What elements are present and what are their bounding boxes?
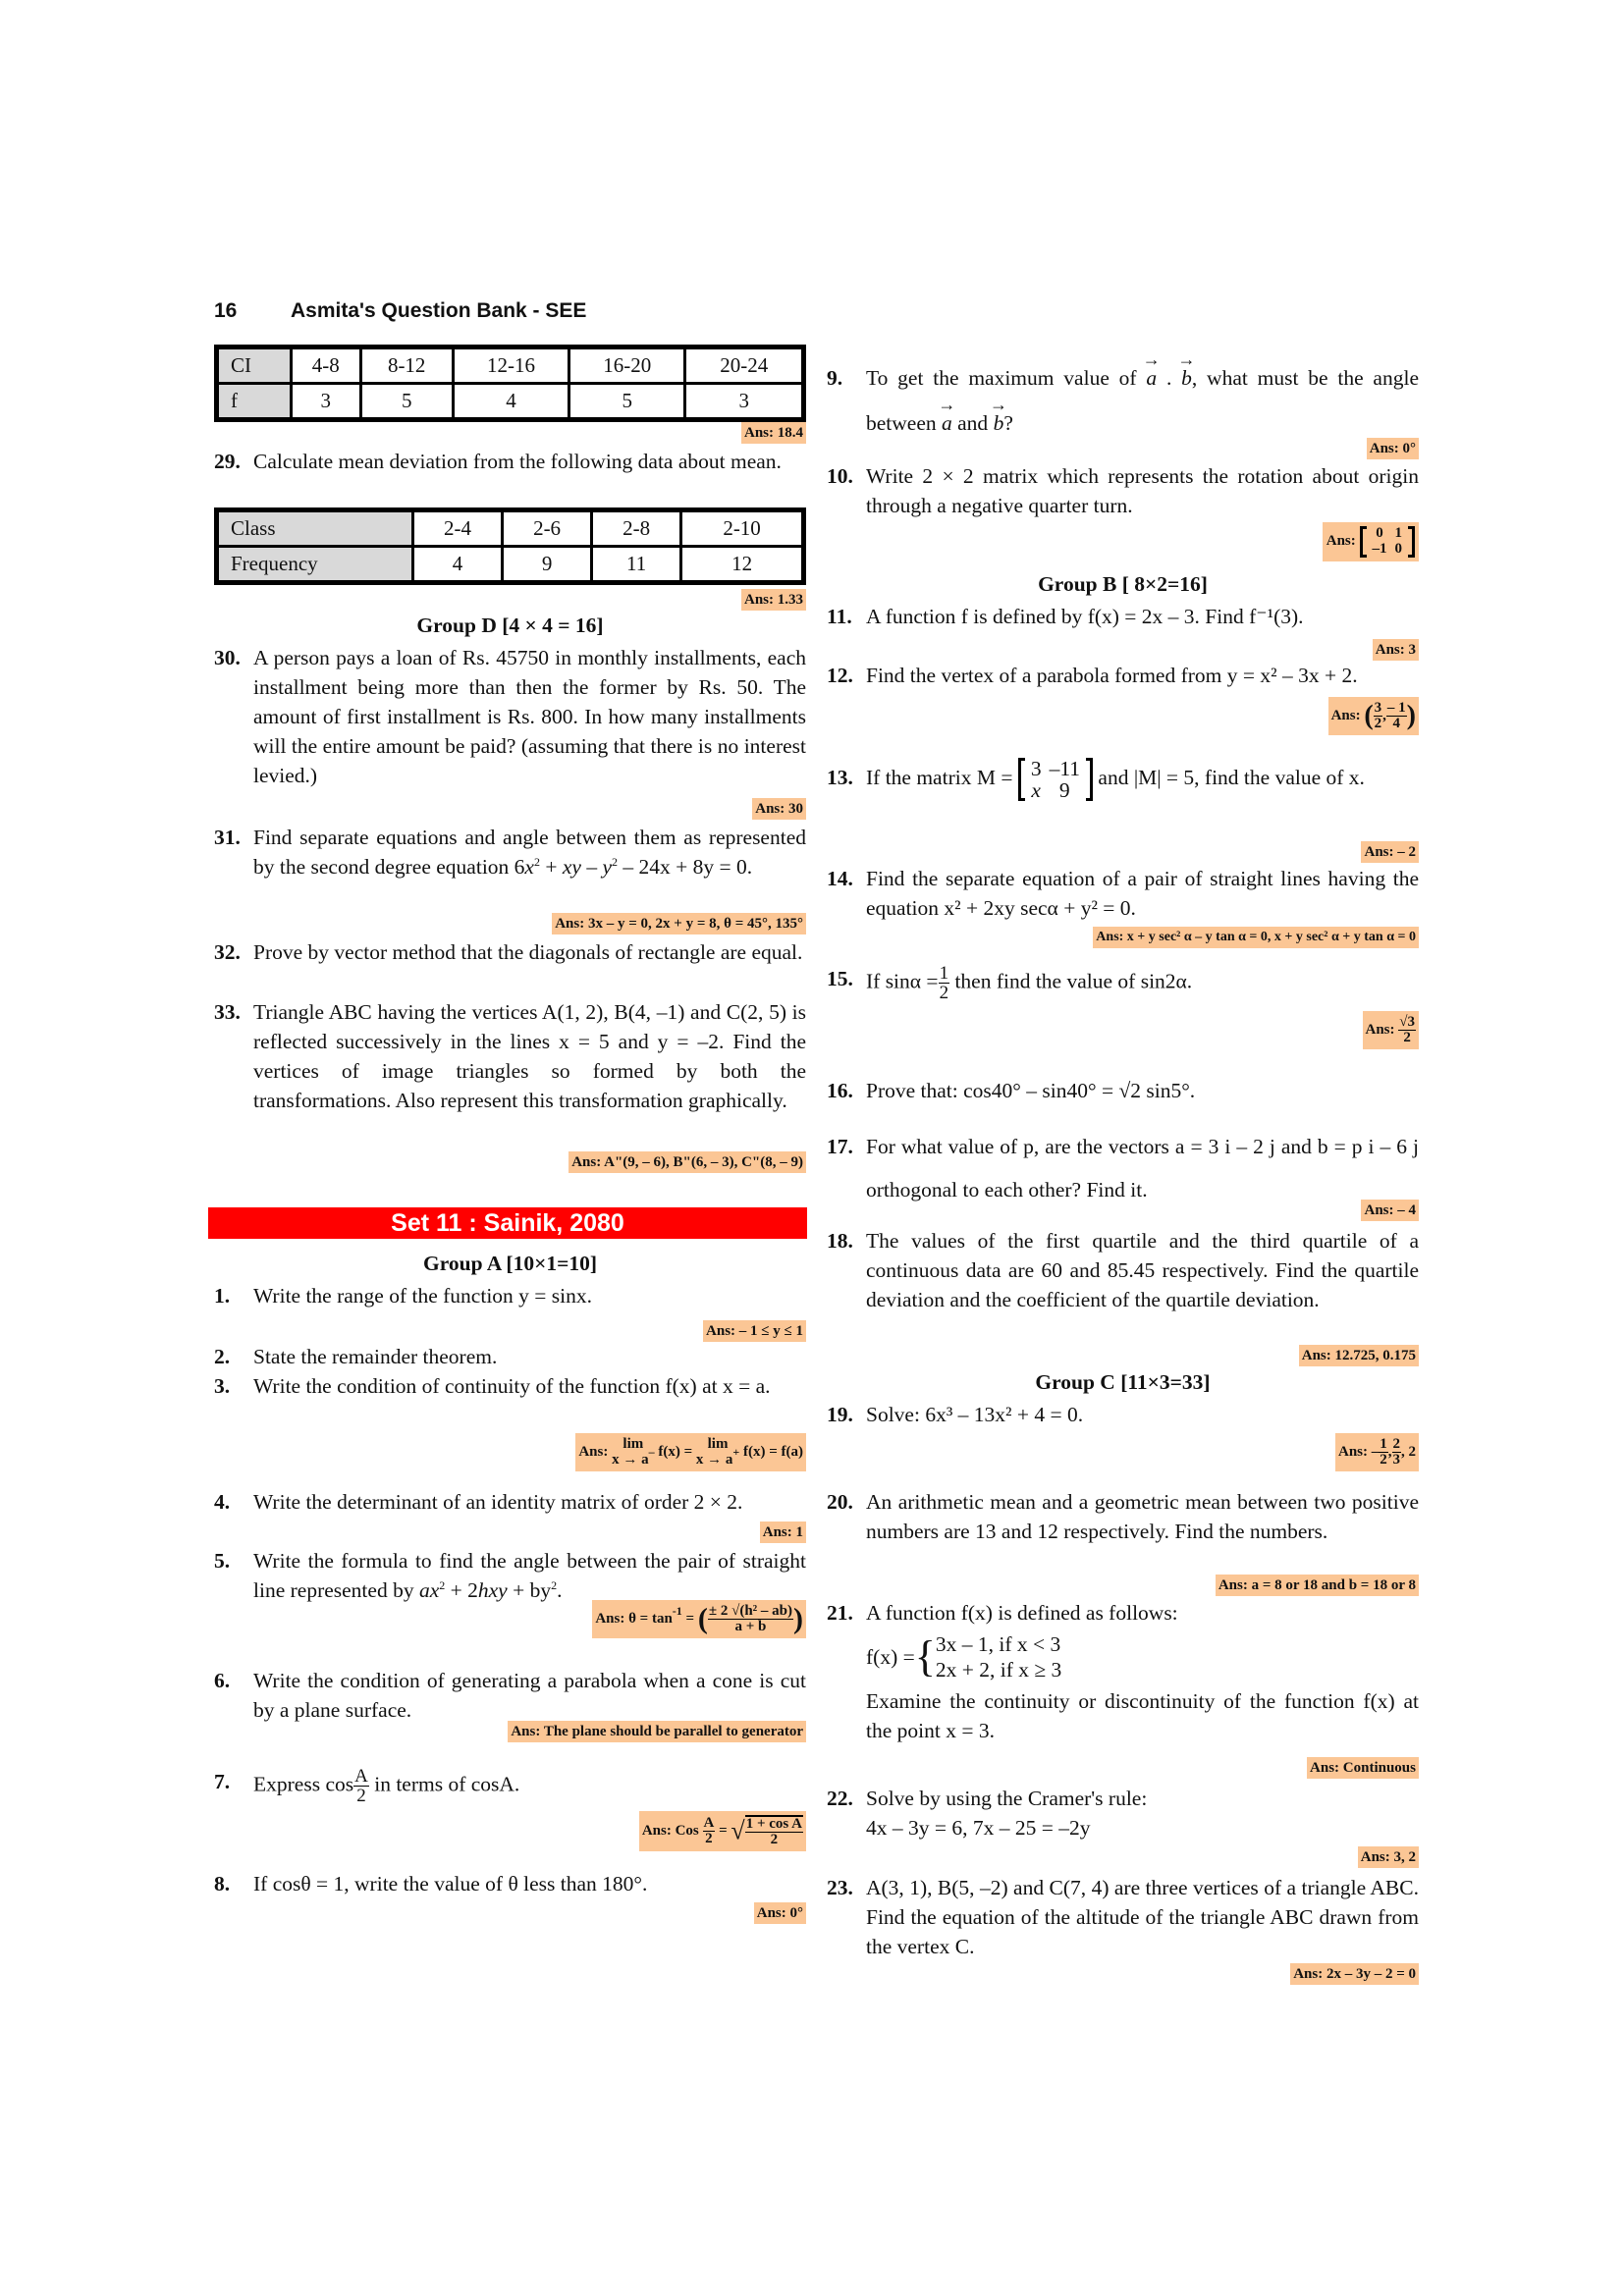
question-text: Write the range of the function y = sinx. xyxy=(253,1284,593,1308)
question-text: Find separate equations and angle between them as represented by the second degree equation $6x^2$ + xy – $y^2 - 24x + 8y = 0$. xyxy=(253,826,806,879)
fraction xyxy=(1398,1015,1416,1045)
question-number: 11. xyxy=(827,605,852,628)
fraction xyxy=(939,964,950,1002)
answer-box: Ans: a = 8 or 18 and b = 18 or 8 xyxy=(1216,1575,1419,1596)
group-heading: Group A [10×1=10] xyxy=(422,1252,598,1275)
question-33 xyxy=(214,997,806,1115)
answer-prefix: Ans: Cos xyxy=(641,1822,699,1839)
answer-text: f(x) = xyxy=(658,1443,693,1460)
answer-matrix xyxy=(1360,526,1416,558)
table-cell: 12-16 xyxy=(453,347,568,384)
matrix-cell: 0 xyxy=(1376,525,1383,541)
fraction xyxy=(703,1816,716,1846)
question-text: The values of the first quartile and the third quartile of a continuous data are 60 and 85.45 respectively. Find the quartile deviation and the coefficient of the quartile deviation. xyxy=(866,1229,1419,1311)
answer-prefix: Ans: xyxy=(578,1443,609,1460)
question-text-part: then find the value of sin2α. xyxy=(949,969,1193,993)
fraction-numerator: 2 xyxy=(1392,1436,1400,1452)
table-row xyxy=(217,510,804,547)
question-number: 12. xyxy=(827,664,853,687)
question-text xyxy=(866,756,1419,801)
question-17 xyxy=(827,1125,1419,1211)
question-matrix xyxy=(1018,758,1093,801)
group-heading: Group B [ 8×2=16] xyxy=(1038,572,1208,596)
question-text-part: Write the formula to find the angle between the pair of straight line represented by xyxy=(253,1549,806,1602)
question-text-part: Solve by using the Cramer's rule: xyxy=(866,1787,1148,1810)
question-13 xyxy=(827,756,1419,801)
table-cell: 4-8 xyxy=(292,347,361,384)
sqrt-fraction xyxy=(745,1815,803,1847)
answer-text: f(x) = f(a) xyxy=(742,1443,803,1460)
table-cell: 2-6 xyxy=(503,510,592,547)
table-cell: 16-20 xyxy=(569,347,685,384)
question-12 xyxy=(827,661,1419,690)
question-number: 4. xyxy=(214,1490,231,1514)
fraction-denominator: 2 xyxy=(939,983,949,1003)
group-heading: Group C [11×3=33] xyxy=(1035,1370,1211,1394)
question-15 xyxy=(827,964,1419,1002)
question-text: Find the vertex of a parabola formed from y = x² – 3x + 2. xyxy=(866,664,1358,687)
answer-box: Ans: $\theta = \tan^{-1}$ = ( $\frac{\text{± 2 √(h² – ab)}}{a + b}$ ) xyxy=(592,1600,806,1638)
question-22 xyxy=(827,1784,1419,1842)
question-text-part: ? xyxy=(1003,411,1013,435)
fraction-numerator: – 1 xyxy=(1386,700,1406,716)
question-text: Calculate mean deviation from the following data about mean. xyxy=(253,450,782,473)
answer-sup: -1 xyxy=(672,1603,682,1618)
fraction xyxy=(1374,701,1383,731)
question-text-part: If the matrix M = xyxy=(866,766,1013,789)
matrix-cell: –11 xyxy=(1049,757,1081,781)
sqrt-icon: √ xyxy=(731,1816,745,1845)
page-header xyxy=(214,299,586,323)
question-text-part: 4x – 3y = 6, 7x – 25 = –2y xyxy=(866,1816,1091,1840)
question-6 xyxy=(214,1666,806,1725)
answer-box: Ans: x + y sec² α – y tan α = 0, x + y sec² α + y tan α = 0 xyxy=(1093,927,1419,948)
question-text: State the remainder theorem. xyxy=(253,1345,498,1368)
question-number: 9. xyxy=(827,366,843,390)
question-number: 22. xyxy=(827,1787,853,1810)
question-text: Find the separate equation of a pair of straight lines having the equation x² + 2xy secα + y² = 0. xyxy=(866,867,1419,920)
fraction-denominator: 2 xyxy=(770,1832,779,1847)
answer-box: Ans: – $\frac{1}{2}$ , $\frac{2}{3}$ , 2 xyxy=(1335,1433,1419,1471)
table-header-cell: f xyxy=(217,384,292,420)
question-text xyxy=(253,1767,806,1805)
table-cell: 4 xyxy=(413,547,503,583)
question-text-part: If sinα = xyxy=(866,969,939,993)
question-number: 13. xyxy=(827,766,853,789)
answer-box: Ans: Cos $\frac{A}{2}$ = √ $\frac{\text{1 + cos A}}{2}$ xyxy=(639,1811,806,1851)
question-text xyxy=(866,1784,1419,1842)
question-text-part: and xyxy=(951,411,994,435)
ci-frequency-table xyxy=(214,345,806,422)
answer-box: Ans: – 1 ≤ y ≤ 1 xyxy=(703,1320,806,1342)
question-text-part: Examine the continuity or discontinuity of the function f(x) at the point x = 3. xyxy=(866,1689,1419,1742)
table-cell: 3 xyxy=(292,384,361,420)
question-number: 21. xyxy=(827,1601,853,1625)
question-number: 7. xyxy=(214,1770,231,1793)
question-number: 29. xyxy=(214,450,241,473)
answer-box: Ans: – 2 xyxy=(1361,841,1419,863)
question-4 xyxy=(214,1487,806,1517)
matrix-cell: 9 xyxy=(1058,778,1070,803)
answer-box: Ans: 18.4 xyxy=(741,422,806,444)
question-20 xyxy=(827,1487,1419,1546)
answer-prefix: Ans: xyxy=(1330,707,1361,723)
fraction-denominator: 2 xyxy=(1403,1030,1411,1045)
fraction xyxy=(353,1767,369,1805)
limit-left xyxy=(612,1437,655,1468)
question-9 xyxy=(827,355,1419,446)
question-text: Write the condition of continuity of the function f(x) at x = a. xyxy=(253,1374,771,1398)
question-10 xyxy=(827,461,1419,520)
answer-box: Ans: Continuous xyxy=(1307,1757,1419,1779)
fraction-numerator: √3 xyxy=(1399,1014,1415,1030)
question-text: To get the maximum value of → a . → b, what must be the angle between → a and → b? xyxy=(866,355,1419,446)
table-row xyxy=(217,547,804,583)
answer-box: Ans: 30 xyxy=(752,798,806,820)
question-number: 8. xyxy=(214,1872,231,1896)
answer-prefix: Ans: xyxy=(1326,533,1356,550)
answer-text: = xyxy=(681,1610,698,1627)
case-line: 3x – 1, if x < 3 xyxy=(935,1632,1061,1656)
question-text: A(3, 1), B(5, –2) and C(7, 4) are three vertices of a triangle ABC. Find the equation of the altitude of the triangle ABC drawn from the vertex C. xyxy=(866,1876,1419,1958)
lim-sub: x → a xyxy=(695,1452,733,1468)
question-text: Write the condition of generating a parabola when a cone is cut by a plane surface. xyxy=(253,1669,806,1722)
question-19 xyxy=(827,1400,1419,1429)
question-text: Prove by vector method that the diagonals of rectangle are equal. xyxy=(253,940,803,964)
question-text: A person pays a loan of Rs. 45750 in monthly installments, each installment being more than then the former by Rs. 50. The amount of first installment is Rs. 800. In how many installments will the entire amount be paid? (assuming that there is no interest levied.) xyxy=(253,646,806,787)
table-cell: 5 xyxy=(360,384,453,420)
question-number: 23. xyxy=(827,1876,853,1899)
book-title: Asmita's Question Bank - SEE xyxy=(291,299,587,322)
table-cell: 20-24 xyxy=(685,347,804,384)
piecewise-function xyxy=(866,1628,1419,1686)
table-header-cell: Frequency xyxy=(217,547,413,583)
question-number: 33. xyxy=(214,1000,241,1024)
lim-sup: – xyxy=(648,1445,655,1459)
question-11 xyxy=(827,602,1419,631)
question-number: 30. xyxy=(214,646,241,669)
table-header-cell: CI xyxy=(217,347,292,384)
fraction-denominator: 2 xyxy=(1374,716,1382,731)
question-text: Triangle ABC having the vertices A(1, 2), B(4, –1) and C(2, 5) is reflected successively in the lines x = 5 and y = –2. Find the vertices of image triangles so formed by both the transformations. Also represent this transformation graphically. xyxy=(253,1000,806,1112)
answer-box: Ans: 3 xyxy=(1373,639,1419,661)
question-number: 15. xyxy=(827,967,853,990)
lim-sub: x → a xyxy=(612,1452,649,1468)
question-text-part: and |M| = 5, find the value of x. xyxy=(1098,766,1365,789)
group-heading: Group D [4 × 4 = 16] xyxy=(416,614,604,637)
question-1 xyxy=(214,1281,806,1310)
table-cell: 8-12 xyxy=(360,347,453,384)
question-text: Write 2 × 2 matrix which represents the rotation about origin through a negative quarter turn. xyxy=(866,464,1419,517)
question-8 xyxy=(214,1869,806,1898)
question-text-part: A function f(x) is defined as follows: xyxy=(866,1601,1178,1625)
question-text-part: Find separate equations and angle between them as represented by the second degree equation 6 xyxy=(253,826,806,879)
lim-label: lim xyxy=(707,1436,729,1452)
table-cell: 3 xyxy=(685,384,804,420)
function-label: f(x) = xyxy=(866,1645,915,1669)
question-text-part: To get the maximum value of xyxy=(866,366,1147,390)
question-text: Write the formula to find the angle between the pair of straight line represented by $ax^2 + 2hxy + by^2$. xyxy=(253,1549,806,1602)
fraction xyxy=(1379,1437,1388,1468)
fraction-denominator: 2 xyxy=(705,1831,713,1846)
answer-prefix: Ans: – xyxy=(1337,1443,1380,1460)
question-14 xyxy=(827,864,1419,923)
table-cell: 2-8 xyxy=(592,510,681,547)
question-number: 2. xyxy=(214,1345,231,1368)
matrix-cell: 1 xyxy=(1394,525,1402,541)
fraction-numerator: A xyxy=(703,1815,715,1831)
fraction xyxy=(1392,1437,1402,1468)
question-text xyxy=(866,1598,1419,1745)
class-frequency-table xyxy=(214,507,806,585)
lim-label: lim xyxy=(623,1436,644,1452)
fraction-numerator: 1 + cos A xyxy=(745,1816,802,1832)
answer-box: Ans: 12.725, 0.175 xyxy=(1299,1345,1419,1366)
question-text: If cosθ = 1, write the value of θ less than 180°. xyxy=(253,1872,648,1896)
matrix-cell: x xyxy=(1031,778,1041,803)
question-text-part: Express cos xyxy=(253,1772,354,1796)
fraction-numerator: 3 xyxy=(1374,700,1382,716)
question-31 xyxy=(214,823,806,881)
answer-box: Ans: 3, 2 xyxy=(1358,1846,1419,1868)
fraction-denominator: 3 xyxy=(1392,1452,1400,1468)
fraction-denominator: 4 xyxy=(1392,716,1401,731)
table-cell: 9 xyxy=(503,547,592,583)
question-text: Solve: 6x³ – 13x² + 4 = 0. xyxy=(866,1403,1084,1426)
question-number: 5. xyxy=(214,1549,231,1573)
question-number: 16. xyxy=(827,1079,853,1102)
question-text-part: in terms of cosA. xyxy=(368,1772,520,1796)
question-5 xyxy=(214,1546,806,1605)
question-text xyxy=(866,964,1419,1002)
question-text: For what value of p, are the vectors a = 3 i – 2 j and b = p i – 6 j orthogonal to each other? Find it. xyxy=(866,1135,1419,1201)
table-cell: 4 xyxy=(453,384,568,420)
question-number: 14. xyxy=(827,867,853,890)
answer-box: Ans: 2x – 3y – 2 = 0 xyxy=(1290,1963,1419,1985)
answer-box: Ans: 1.33 xyxy=(741,589,806,611)
answer-prefix: Ans: θ = tan xyxy=(595,1610,673,1627)
question-18 xyxy=(827,1226,1419,1314)
table-cell: 2-10 xyxy=(681,510,804,547)
question-text: Write the determinant of an identity matrix of order 2 × 2. xyxy=(253,1490,743,1514)
answer-box: Ans: – 4 xyxy=(1361,1200,1419,1221)
answer-box: Ans: ( $\frac{3}{2}$ , $\frac{- 1}{4}$ ) xyxy=(1328,697,1419,735)
answer-fraction xyxy=(708,1604,793,1634)
table-cell: 2-4 xyxy=(413,510,503,547)
question-29 xyxy=(214,447,806,476)
question-number: 31. xyxy=(214,826,241,849)
question-7 xyxy=(214,1767,806,1805)
table-row xyxy=(217,347,804,384)
question-text: Prove that: cos40° – sin40° = √2 sin5°. xyxy=(866,1079,1196,1102)
question-number: 18. xyxy=(827,1229,853,1253)
question-text: A function f is defined by f(x) = 2x – 3. Find f⁻¹(3). xyxy=(866,605,1304,628)
limit-right xyxy=(696,1437,739,1468)
question-number: 6. xyxy=(214,1669,231,1692)
answer-text: , 2 xyxy=(1401,1443,1416,1460)
question-3 xyxy=(214,1371,806,1401)
matrix-cell: 0 xyxy=(1394,540,1402,557)
question-text-part: , what must be the angle between xyxy=(866,366,1419,435)
fraction-denominator: a + b xyxy=(734,1619,767,1634)
answer-box xyxy=(1363,1011,1420,1049)
fraction xyxy=(1386,701,1407,731)
answer-box: Ans: 0° xyxy=(754,1902,806,1924)
answer-box: Ans: 1 xyxy=(760,1522,806,1543)
matrix-cell: 3 xyxy=(1030,757,1042,781)
fraction-denominator: 2 xyxy=(356,1786,366,1806)
brace-icon: { xyxy=(914,1632,936,1681)
table-cell: 5 xyxy=(569,384,685,420)
question-32 xyxy=(214,937,806,967)
question-30 xyxy=(214,643,806,790)
answer-box: Ans: 0° xyxy=(1367,438,1419,459)
question-number: 10. xyxy=(827,464,853,488)
fraction-numerator: 1 xyxy=(1380,1436,1387,1452)
question-21 xyxy=(827,1598,1419,1745)
table-header-cell: Class xyxy=(217,510,413,547)
answer-box: Ans: 3x – y = 0, 2x + y = 8, θ = 45°, 135° xyxy=(552,913,806,934)
question-number: 19. xyxy=(827,1403,853,1426)
question-text-part: 24x + 8y = 0. xyxy=(638,855,753,879)
answer-prefix: Ans: xyxy=(1365,1021,1395,1038)
question-number: 17. xyxy=(827,1135,853,1158)
answer-box xyxy=(1323,522,1419,561)
question-number: 1. xyxy=(214,1284,231,1308)
set-banner: Set 11 : Sainik, 2080 xyxy=(208,1207,807,1239)
fraction-numerator: ± 2 √(h² – ab) xyxy=(708,1603,792,1619)
table-row xyxy=(217,384,804,420)
answer-box: Ans: A"(9, – 6), B"(6, – 3), C"(8, – 9) xyxy=(568,1151,806,1173)
page-number: 16 xyxy=(214,299,238,322)
fraction-numerator: 1 xyxy=(939,963,949,984)
question-number: 20. xyxy=(827,1490,853,1514)
question-2 xyxy=(214,1342,806,1371)
fraction-denominator: 2 xyxy=(1380,1452,1387,1468)
fraction-numerator: A xyxy=(354,1766,368,1787)
question-number: 3. xyxy=(214,1374,231,1398)
answer-box xyxy=(575,1433,806,1471)
table-cell: 12 xyxy=(681,547,804,583)
matrix-cell: –1 xyxy=(1372,540,1387,557)
lim-sup: + xyxy=(732,1445,740,1459)
question-number: 32. xyxy=(214,940,241,964)
table-cell: 11 xyxy=(592,547,681,583)
case-line: 2x + 2, if x ≥ 3 xyxy=(935,1658,1062,1682)
answer-box: Ans: The plane should be parallel to generator xyxy=(508,1721,806,1742)
question-text: An arithmetic mean and a geometric mean between two positive numbers are 13 and 12 respectively. Find the numbers. xyxy=(866,1490,1419,1543)
question-23 xyxy=(827,1873,1419,1961)
question-16 xyxy=(827,1076,1419,1105)
